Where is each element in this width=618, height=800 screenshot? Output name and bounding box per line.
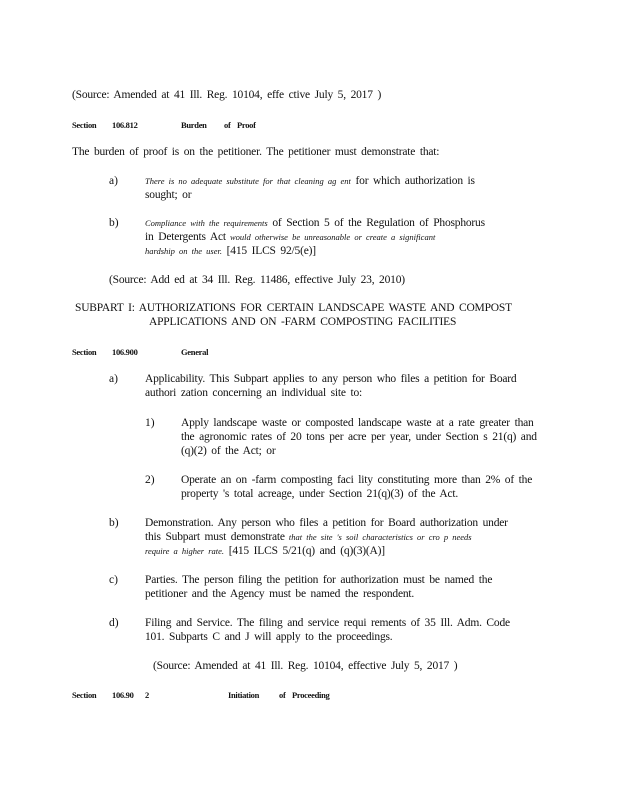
general-b-italic-2: require a higher rate.: [145, 546, 225, 556]
item-label-b: b): [109, 217, 119, 229]
section-heading-106-902: [72, 689, 372, 701]
item-b-rest: of Section 5 of the Regulation of Phosphorus: [267, 217, 485, 229]
source-note-bottom: (Source: Amended at 41 Ill. Reg. 10104, effective July 5, 2017 ): [153, 660, 458, 672]
section-title-word: Initiation: [228, 690, 260, 700]
item-a-line2: sought; or: [145, 189, 192, 201]
item-b-line1: [145, 216, 485, 230]
section-label: Section: [72, 120, 97, 130]
section-label: Section: [72, 690, 97, 700]
item-a-rest: for which authorization is: [350, 175, 475, 187]
general-c-line2: petitioner and the Agency must be named the respondent.: [145, 588, 415, 600]
item-b-plain: in Detergents Act: [145, 231, 226, 243]
subpart-heading-line1: SUBPART I: AUTHORIZATIONS FOR CERTAIN LANDSCAPE WASTE AND COMPOST: [75, 302, 512, 314]
general-b-line2: [145, 530, 472, 544]
general-a2-line1: Operate an on -farm composting faci lity constituting more than 2% of the: [181, 474, 533, 486]
general-b-line1: Demonstration. Any person who files a petition for Board authorization under: [145, 517, 508, 529]
general-a-line2: authori zation concerning an individual site to:: [145, 387, 363, 399]
general-a1-line3: (q)(2) of the Act; or: [181, 445, 276, 457]
general-a-line1: Applicability. This Subpart applies to any person who files a petition for Board: [145, 373, 517, 385]
general-label-b: b): [109, 517, 119, 529]
section-number: 106.812: [112, 120, 138, 130]
section-heading-106-812: [72, 119, 372, 131]
general-a2-line2: property 's total acreage, under Section 21(q)(3) of the Act.: [181, 488, 459, 500]
burden-intro: The burden of proof is on the petitioner. The petitioner must demonstrate that:: [72, 146, 440, 158]
item-b-italic-3: hardship on the user.: [145, 246, 222, 256]
general-label-a1: 1): [145, 417, 155, 429]
general-b-line3: [145, 544, 385, 558]
section-title-word: Proof: [237, 120, 256, 130]
item-a-italic: There is no adequate substitute for that cleaning ag ent: [145, 176, 351, 186]
item-b-line2: [145, 230, 435, 244]
section-title: General: [181, 347, 209, 357]
section-label: Section: [72, 347, 97, 357]
section-heading-106-900: [72, 346, 272, 358]
general-b-italic: that the site 's soil characteristics or cro p needs: [284, 532, 472, 542]
subpart-heading-line2: APPLICATIONS AND ON -FARM COMPOSTING FACILITIES: [149, 316, 457, 328]
general-label-d: d): [109, 617, 119, 629]
general-c-line1: Parties. The person filing the petition for authorization must be named the: [145, 574, 493, 586]
item-b-citation: [415 ILCS 92/5(e)]: [222, 245, 316, 257]
section-title-word: of: [224, 120, 231, 130]
section-number: 106.900: [112, 347, 138, 357]
section-title-word: Burden: [181, 120, 207, 130]
item-b-italic-2: would otherwise be unreasonable or create a significant: [225, 232, 436, 242]
general-a1-line2: the agronomic rates of 20 tons per acre per year, under Section s 21(q) and: [181, 431, 537, 443]
item-label-a: a): [109, 175, 118, 187]
general-a1-line1: Apply landscape waste or composted landscape waste at a rate greater than: [181, 417, 534, 429]
item-a-line1: [145, 174, 475, 188]
general-label-a: a): [109, 373, 118, 385]
general-b-plain: this Subpart must demonstrate: [145, 531, 285, 543]
general-label-c: c): [109, 574, 118, 586]
section-title-word: of: [279, 690, 286, 700]
general-d-line2: 101. Subparts C and J will apply to the proceedings.: [145, 631, 393, 643]
source-note-top: (Source: Amended at 41 Ill. Reg. 10104, effe ctive July 5, 2017 ): [72, 89, 382, 101]
section-number: 106.90: [112, 690, 134, 700]
section-title-word: Proceeding: [292, 690, 330, 700]
general-b-citation: [415 ILCS 5/21(q) and (q)(3)(A)]: [224, 545, 385, 557]
source-note-b: (Source: Add ed at 34 Ill. Reg. 11486, effective July 23, 2010): [109, 274, 405, 286]
section-number-suffix: 2: [145, 690, 149, 700]
general-d-line1: Filing and Service. The filing and service requi rements of 35 Ill. Adm. Code: [145, 617, 510, 629]
item-b-line3: [145, 244, 316, 258]
item-b-italic: Compliance with the requirements: [145, 218, 268, 228]
general-label-a2: 2): [145, 474, 155, 486]
